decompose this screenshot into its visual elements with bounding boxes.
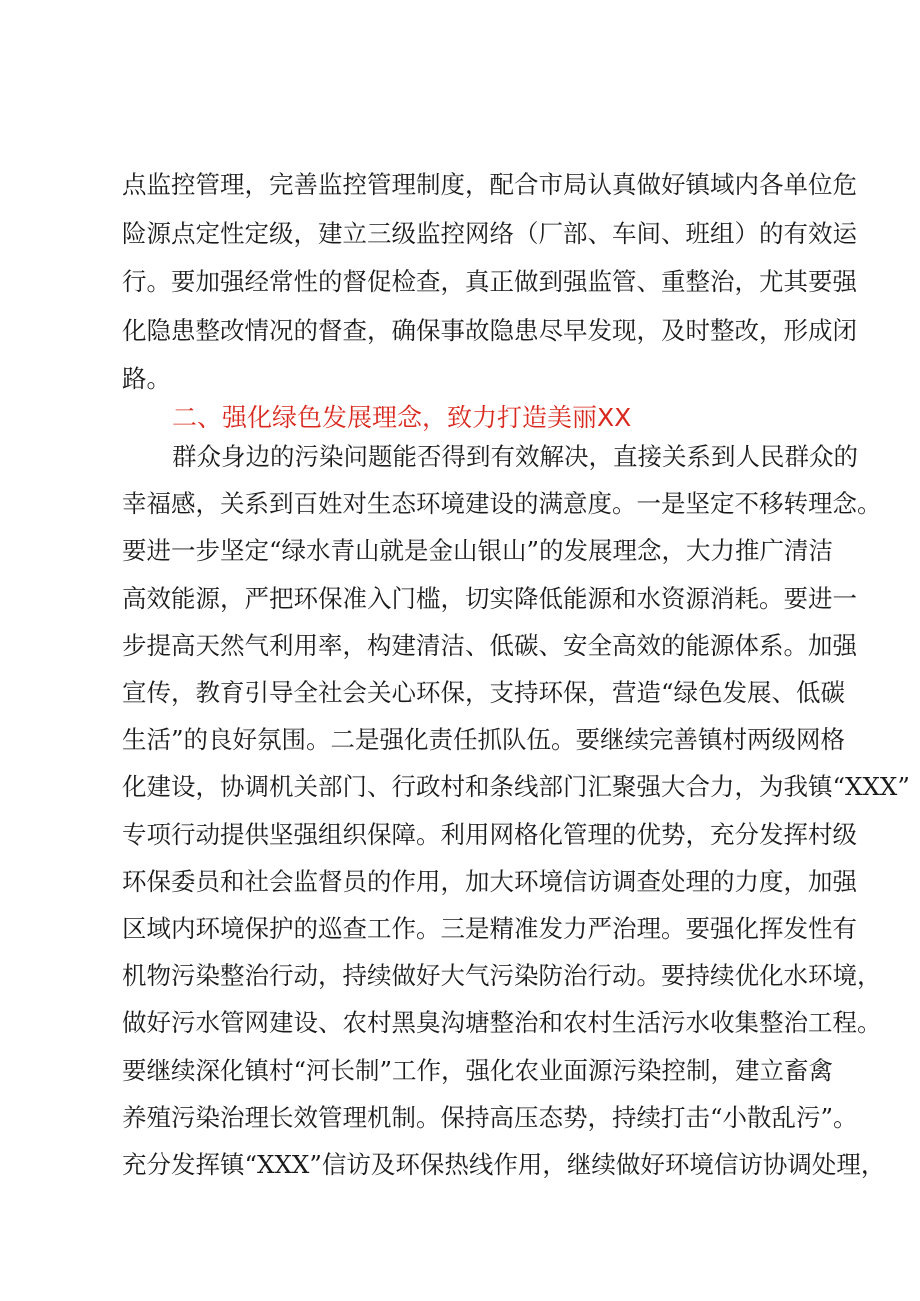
section-heading: 二、强化绿色发展理念，致力打造美丽XX (172, 402, 632, 432)
paragraph-line: 幸福感，关系到百姓对生态环境建设的满意度。一是坚定不移转理念。 (122, 489, 882, 519)
paragraph-line: 要继续深化镇村“河长制”工作，强化农业面源污染控制，建立畜禽 (122, 1055, 834, 1085)
paragraph-line: 化建设，协调机关部门、行政村和条线部门汇聚强大合力，为我镇“XXX” (122, 772, 910, 802)
paragraph-line: 要进一步坚定“绿水青山就是金山银山”的发展理念，大力推广清洁 (122, 536, 834, 566)
paragraph-line: 生活”的良好氛围。二是强化责任抓队伍。要继续完善镇村两级网格 (122, 725, 846, 755)
paragraph-line: 做好污水管网建设、农村黑臭沟塘整治和农村生活污水收集整治工程。 (122, 1008, 882, 1038)
paragraph-line: 充分发挥镇“XXX”信访及环保热线作用，继续做好环境信访协调处理， (122, 1150, 886, 1179)
paragraph-line: 步提高天然气利用率，构建清洁、低碳、安全高效的能源体系。加强 (122, 630, 857, 660)
paragraph-line: 环保委员和社会监督员的作用，加大环境信访调查处理的力度，加强 (122, 866, 857, 896)
paragraph-line: 群众身边的污染问题能否得到有效解决，直接关系到人民群众的 (172, 442, 858, 471)
paragraph-line: 行。要加强经常性的督促检查，真正做到强监管、重整治，尤其要强 (122, 267, 857, 296)
paragraph-line: 专项行动提供坚强组织保障。利用网格化管理的优势，充分发挥村级 (122, 819, 857, 849)
paragraph-line: 机物污染整治行动，持续做好大气污染防治行动。要持续优化水环境， (122, 961, 882, 991)
paragraph-line: 高效能源，严把环保准入门槛，切实降低能源和水资源消耗。要进一 (122, 583, 857, 613)
paragraph-line: 路。 (122, 364, 171, 393)
paragraph-line: 化隐患整改情况的督查，确保事故隐患尽早发现，及时整改，形成闭 (122, 315, 857, 345)
paragraph-line: 区域内环境保护的巡查工作。三是精准发力严治理。要强化挥发性有 (122, 914, 857, 943)
paragraph-line: 宣传，教育引导全社会关心环保，支持环保，营造“绿色发展、低碳 (122, 678, 846, 707)
paragraph-line: 险源点定性定级，建立三级监控网络（厂部、车间、班组）的有效运 (122, 218, 857, 248)
paragraph-line: 养殖污染治理长效管理机制。保持高压态势，持续打击“小散乱污”。 (122, 1102, 858, 1132)
paragraph-line: 点监控管理，完善监控管理制度，配合市局认真做好镇域内各单位危 (122, 170, 857, 199)
